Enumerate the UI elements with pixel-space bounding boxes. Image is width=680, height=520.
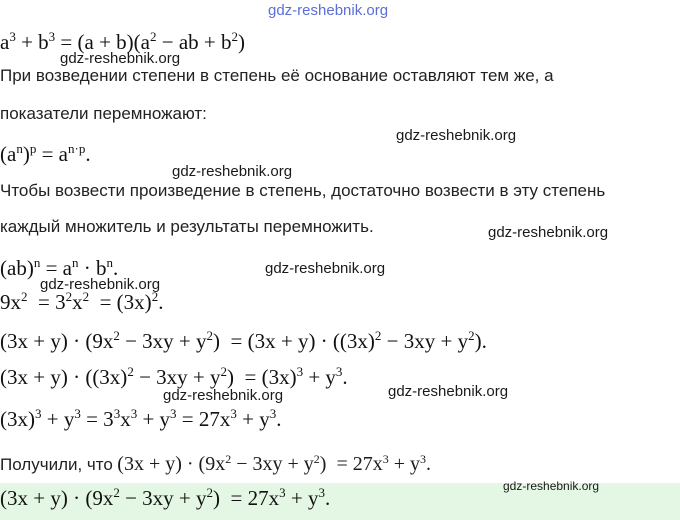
watermark: gdz-reshebnik.org [268,2,389,19]
step-1: $9x^2 = 3^2x^2 = (3x)^2$. [0,289,164,314]
formula-text: $a^3 + b^3 = (a + b)(a^2$ − ab + $b^2$) [0,29,245,54]
conclusion-formula: $(3x + y) \cdot (9x^2 - 3xy + y^2) = 27x^3 + y^3$. [117,452,432,475]
step-2: $(3x + y) \cdot (9x^2 - 3xy + y^2) = (3x + y) \cdot ((3x)^2 - 3xy + y^2)$. [0,328,487,353]
rule-power-of-product-line-2: каждый множитель и результаты перемножить. [0,217,374,236]
watermark: gdz-reshebnik.org [265,260,386,277]
final-answer-box [0,479,680,520]
watermark: gdz-reshebnik.org [60,50,181,67]
watermark: gdz-reshebnik.org [503,479,600,493]
watermark: gdz-reshebnik.org [388,383,509,400]
formula-sum-of-cubes [0,30,245,55]
watermark: gdz-reshebnik.org [172,163,293,180]
step-4: $(3x)^3 + y^3 = 3^3x^3 + y^3 = 27x^3 + y^3$. [0,406,282,431]
final-answer: $(3x + y) \cdot (9x^2 - 3xy + y^2) = 27x^3 + y^3$. [0,485,331,510]
watermark: gdz-reshebnik.org [40,276,161,293]
step-3: $(3x + y) \cdot ((3x)^2 - 3xy + y^2) = (3x)^3 + y^3$. [0,364,348,389]
watermark: gdz-reshebnik.org [488,224,609,241]
rule-power-of-power-line-2: показатели перемножают: [0,104,207,123]
rule-power-of-product-line-1: Чтобы возвести произведение в степень, достаточно возвести в эту степень [0,181,606,200]
conclusion-label: Получили, что [0,455,113,474]
rule-power-of-power-line-1: При возведении степени в степень её основание оставляют тем же, а [0,66,554,85]
formula-power-of-power: $(a^n)^p = a^{n\cdot p}$. [0,141,91,166]
watermark: gdz-reshebnik.org [396,127,517,144]
formula-power-of-product: $(ab)^n = a^n \cdot b^n$. [0,255,119,280]
conclusion [0,453,431,476]
watermark: gdz-reshebnik.org [163,387,284,404]
